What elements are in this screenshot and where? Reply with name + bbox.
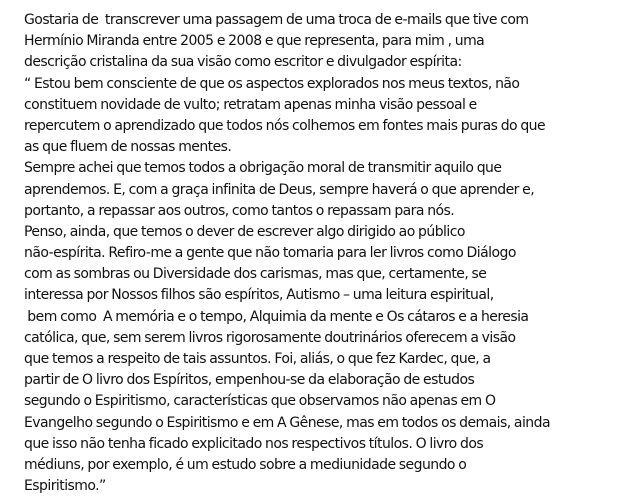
text-line-6: repercutem o aprendizado que todos nós colhemos em fontes mais puras do que	[24, 117, 546, 134]
text-line-23: Espiritismo.”	[24, 478, 106, 495]
text-line-14: interessa por Nossos filhos são espíritos, Autismo – uma leitura espiritual,	[24, 287, 494, 304]
text-line-19: segundo o Espiritismo, características que observamos não apenas em O	[24, 393, 496, 410]
text-line-12: não-espírita. Refiro-me a gente que não tomaria para ler livros como Diálogo	[24, 245, 516, 262]
text-line-4: “ Estou bem consciente de que os aspectos explorados nos meus textos, não	[24, 75, 520, 92]
text-line-2: Hermínio Miranda entre 2005 e 2008 e que representa, para mim , uma	[24, 33, 485, 50]
text-line-9: aprendemos. E, com a graça infinita de Deus, sempre haverá o que aprender e,	[24, 181, 535, 198]
text-line-1: Gostaria de transcrever uma passagem de uma troca de e-mails que tive com	[24, 12, 529, 28]
text-line-22: médiuns, por exemplo, é um estudo sobre a mediunidade segundo o	[24, 456, 467, 473]
text-line-18: partir de O livro dos Espíritos, empenhou-se da elaboração de estudos	[24, 372, 475, 389]
text-line-11: Penso, ainda, que temos o dever de escrever algo dirigido ao público	[24, 223, 465, 240]
text-line-16: católica, que, sem serem livros rigorosamente doutrinários oferecem a visão	[24, 329, 516, 346]
text-line-10: portanto, a repassar aos outros, como tantos o repassam para nós.	[24, 202, 455, 219]
text-line-3: descrição cristalina da sua visão como escritor e divulgador espírita:	[24, 54, 462, 71]
text-line-20: Evangelho segundo o Espiritismo e em A Gênese, mas em todos os demais, ainda	[24, 414, 550, 431]
text-line-5: constituem novidade de vulto; retratam apenas minha visão pessoal e	[24, 96, 477, 113]
text-line-21: que isso não tenha ficado explicitado nos respectivos títulos. O livro dos	[24, 435, 484, 452]
text-line-8: Sempre achei que temos todos a obrigação moral de transmitir aquilo que	[24, 160, 502, 177]
text-line-7: as que fluem de nossas mentes.	[24, 139, 232, 156]
text-line-17: que temos a respeito de tais assuntos. Foi, aliás, o que fez Kardec, que, a	[24, 351, 491, 367]
text-line-15: bem como A memória e o tempo, Alquimia da mente e Os cátaros e a heresia	[24, 308, 529, 325]
text-line-13: com as sombras ou Diversidade dos carismas, mas que, certamente, se	[24, 266, 487, 283]
